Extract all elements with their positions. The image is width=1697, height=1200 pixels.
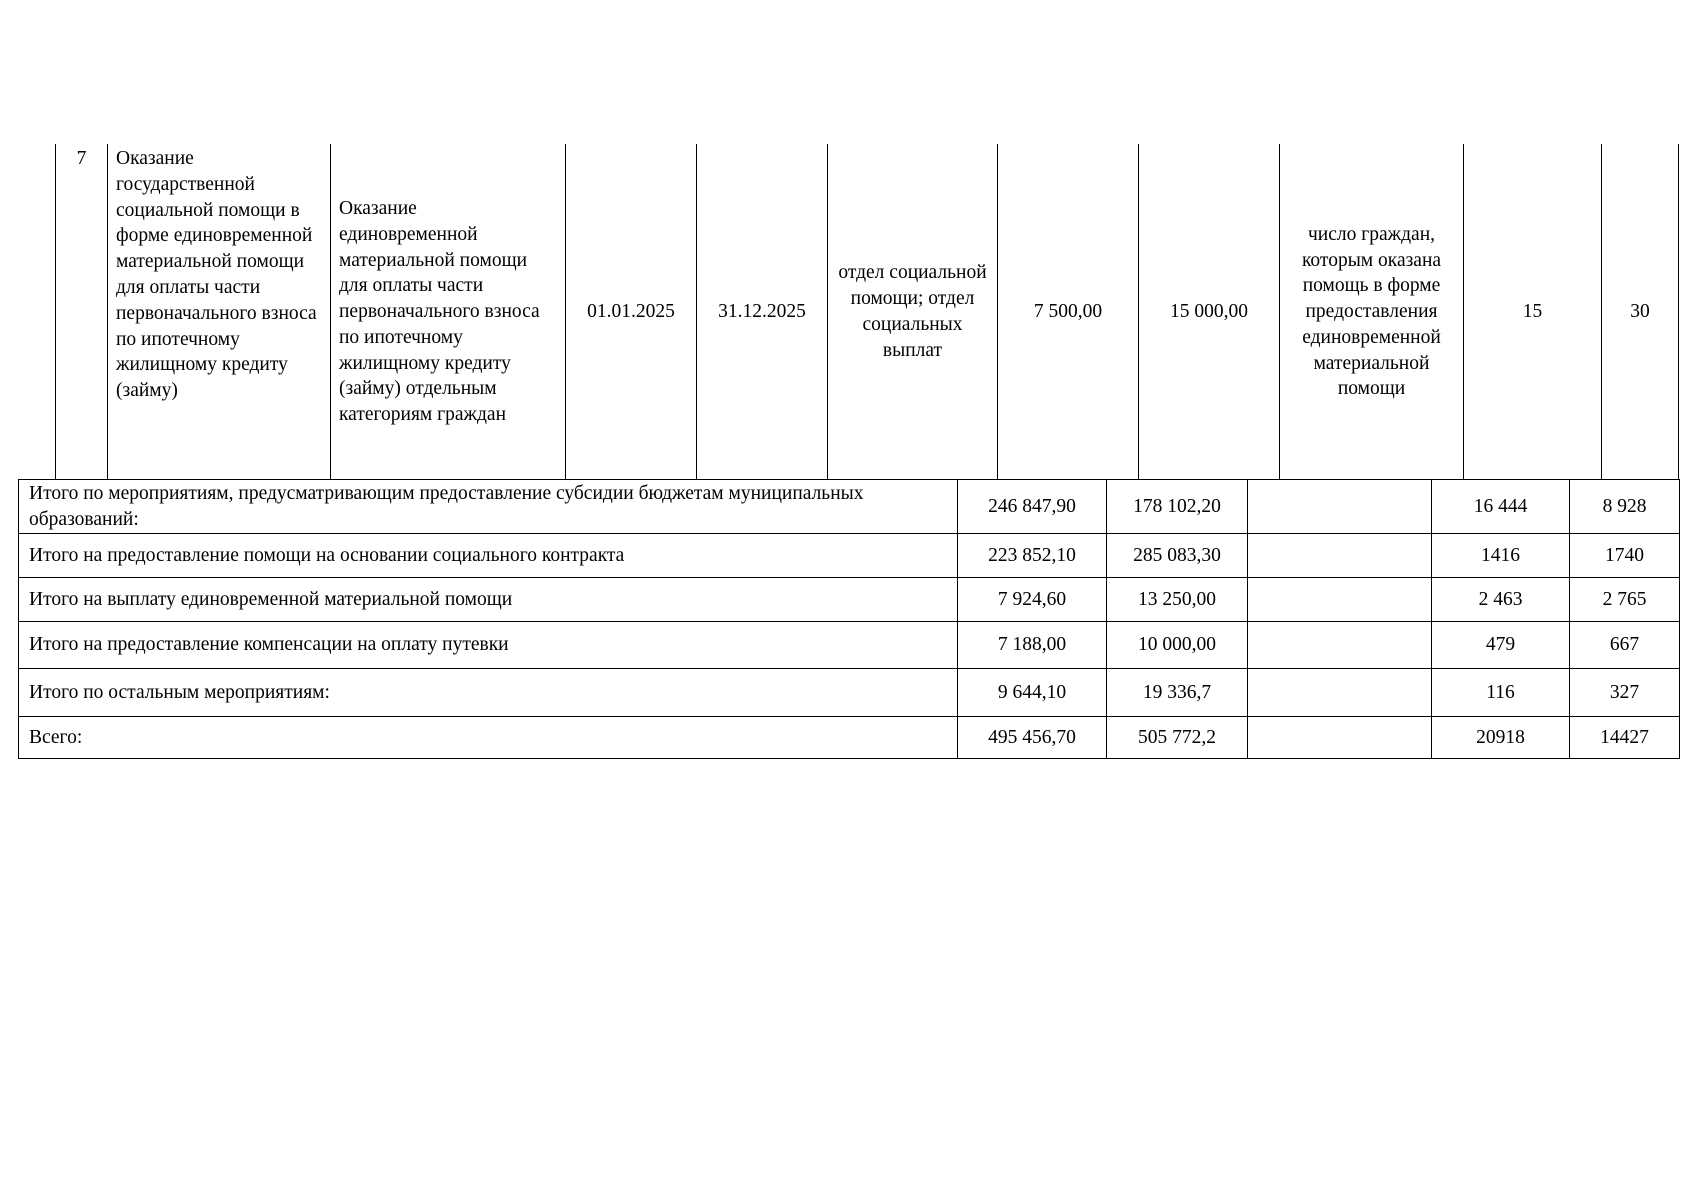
totals-value-2: 667 [1570,622,1680,669]
totals-value-2: 2 765 [1570,578,1680,622]
indicator-name: число граждан, которым оказана помощь в форме предоставления единовременной материальной помощи [1279,144,1463,480]
totals-label: Всего: [19,717,958,759]
totals-amount-1: 223 852,10 [958,534,1107,578]
totals-amount-2: 178 102,20 [1107,480,1248,534]
totals-value-2: 327 [1570,669,1680,717]
totals-table [18,479,1680,759]
responsible-department: отдел социальной помощи; отдел социальных выплат [827,144,997,480]
totals-row [19,669,1680,717]
event-number: 7 [55,144,107,480]
totals-indicator [1248,669,1432,717]
totals-amount-1: 495 456,70 [958,717,1107,759]
totals-value-1: 116 [1432,669,1570,717]
totals-value-2: 1740 [1570,534,1680,578]
totals-indicator [1248,578,1432,622]
totals-value-1: 479 [1432,622,1570,669]
totals-indicator [1248,622,1432,669]
totals-amount-2: 13 250,00 [1107,578,1248,622]
totals-row [19,717,1680,759]
totals-amount-1: 7 188,00 [958,622,1107,669]
totals-row [19,622,1680,669]
totals-amount-2: 19 336,7 [1107,669,1248,717]
amount-2: 15 000,00 [1138,144,1279,480]
totals-amount-2: 10 000,00 [1107,622,1248,669]
totals-amount-1: 246 847,90 [958,480,1107,534]
totals-value-1: 2 463 [1432,578,1570,622]
totals-label: Итого по остальным мероприятиям: [19,669,958,717]
totals-value-1: 16 444 [1432,480,1570,534]
totals-label: Итого по мероприятиям, предусматривающим предоставление субсидии бюджетам муниципальных образований: [19,480,958,534]
totals-value-2: 14427 [1570,717,1680,759]
totals-indicator [1248,717,1432,759]
indicator-value-1: 15 [1463,144,1601,480]
totals-label: Итого на предоставление помощи на основании социального контракта [19,534,958,578]
totals-value-2: 8 928 [1570,480,1680,534]
totals-label: Итого на выплату единовременной материальной помощи [19,578,958,622]
totals-amount-1: 7 924,60 [958,578,1107,622]
date-end: 31.12.2025 [696,144,827,480]
totals-label: Итого на предоставление компенсации на оплату путевки [19,622,958,669]
totals-value-1: 1416 [1432,534,1570,578]
event-description: Оказание единовременной материальной помощи для оплаты части первоначального взноса по ипотечному жилищному кредиту (займу) отдельным категориям граждан [330,144,565,480]
totals-indicator [1248,534,1432,578]
totals-row [19,578,1680,622]
date-start: 01.01.2025 [565,144,696,480]
event-row-7 [55,144,1679,480]
totals-amount-1: 9 644,10 [958,669,1107,717]
totals-row [19,534,1680,578]
totals-row [19,480,1680,534]
indicator-value-2: 30 [1601,144,1679,480]
totals-indicator [1248,480,1432,534]
amount-1: 7 500,00 [997,144,1138,480]
event-name: Оказание государственной социальной помощи в форме единовременной материальной помощи для оплаты части первоначального взноса по ипотечному жилищному кредиту (займу) [107,144,330,480]
totals-amount-2: 505 772,2 [1107,717,1248,759]
totals-value-1: 20918 [1432,717,1570,759]
totals-amount-2: 285 083,30 [1107,534,1248,578]
